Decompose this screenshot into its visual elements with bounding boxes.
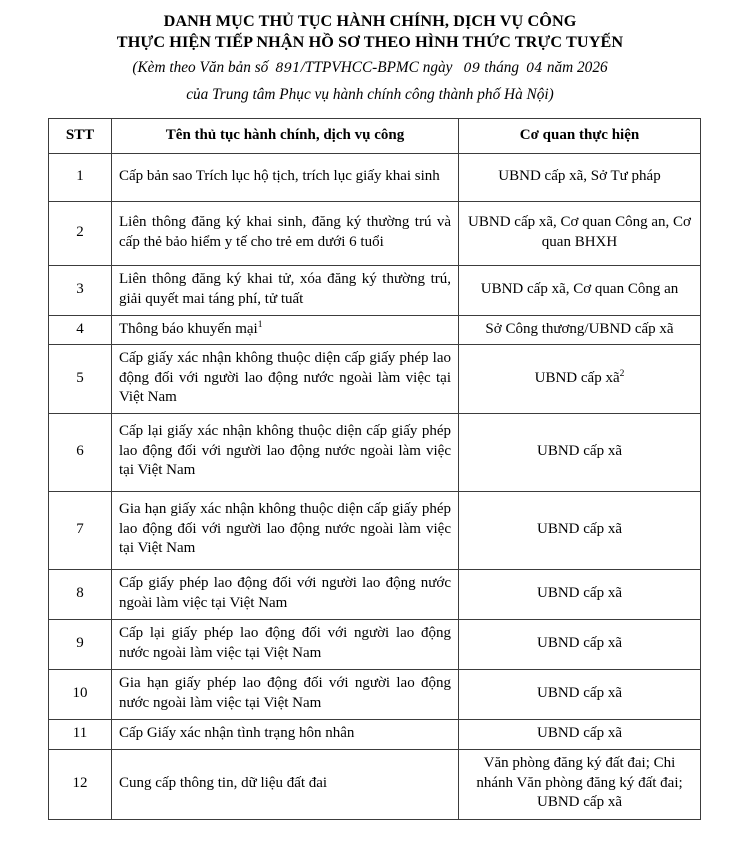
document-reference-line xyxy=(0,57,740,79)
reference-prefix: (Kèm theo Văn bản số xyxy=(132,59,269,76)
implementing-agency-cell: UBND cấp xã xyxy=(459,413,701,491)
table-row xyxy=(49,669,701,719)
month-label: tháng xyxy=(484,59,520,76)
row-index-cell: 11 xyxy=(49,719,112,749)
implementing-agency-cell: UBND cấp xã xyxy=(459,669,701,719)
table-row xyxy=(49,201,701,265)
procedure-name-cell: Cấp Giấy xác nhận tình trạng hôn nhân xyxy=(112,719,459,749)
row-index-cell: 6 xyxy=(49,413,112,491)
document-header xyxy=(0,0,740,105)
row-index-cell: 4 xyxy=(49,315,112,345)
table-row xyxy=(49,345,701,414)
procedure-name-cell: Cấp lại giấy xác nhận không thuộc diện cấp giấy phép lao động đối với người lao động nước ngoài làm việc tại Việt Nam xyxy=(112,413,459,491)
row-index-cell: 7 xyxy=(49,491,112,569)
table-row xyxy=(49,315,701,345)
implementing-agency-cell: UBND cấp xã, Cơ quan Công an xyxy=(459,265,701,315)
document-issuer-line: của Trung tâm Phục vụ hành chính công thành phố Hà Nội) xyxy=(186,86,554,103)
procedure-name-cell: Cấp giấy phép lao động đối với người lao động nước ngoài làm việc tại Việt Nam xyxy=(112,569,459,619)
column-header-stt: STT xyxy=(49,119,112,154)
column-header-procedure-name: Tên thủ tục hành chính, dịch vụ công xyxy=(112,119,459,154)
procedure-name-cell: Gia hạn giấy xác nhận không thuộc diện cấp giấy phép lao động đối với người lao động nước ngoài làm việc tại Việt Nam xyxy=(112,491,459,569)
row-index-cell: 1 xyxy=(49,153,112,201)
catalog-table-container xyxy=(0,118,740,820)
row-index-cell: 8 xyxy=(49,569,112,619)
table-row xyxy=(49,749,701,819)
procedure-name-cell: Cấp lại giấy phép lao động đối với người lao động nước ngoài làm việc tại Việt Nam xyxy=(112,619,459,669)
implementing-agency-cell: Sở Công thương/UBND cấp xã xyxy=(459,315,701,345)
procedure-name-cell: Cấp giấy xác nhận không thuộc diện cấp giấy phép lao động đối với người lao động nước ngoài làm việc tại Việt Nam xyxy=(112,345,459,414)
footnote-marker: 1 xyxy=(257,319,263,330)
document-title-line-1: DANH MỤC THỦ TỤC HÀNH CHÍNH, DỊCH VỤ CÔNG xyxy=(163,12,577,30)
table-row xyxy=(49,719,701,749)
catalog-table-body xyxy=(49,153,701,819)
issue-month: 04 xyxy=(526,61,544,76)
implementing-agency-cell: UBND cấp xã xyxy=(459,569,701,619)
procedure-name-cell: Cấp bản sao Trích lục hộ tịch, trích lục giấy khai sinh xyxy=(112,153,459,201)
issue-day: 09 xyxy=(463,61,481,76)
table-row xyxy=(49,153,701,201)
implementing-agency-cell: UBND cấp xã xyxy=(459,619,701,669)
document-code: /TTPVHCC-BPMC ngày xyxy=(300,59,453,76)
procedure-name-cell: Gia hạn giấy phép lao động đối với người lao động nước ngoài làm việc tại Việt Nam xyxy=(112,669,459,719)
procedure-name-cell: Cung cấp thông tin, dữ liệu đất đai xyxy=(112,749,459,819)
table-row xyxy=(49,491,701,569)
row-index-cell: 10 xyxy=(49,669,112,719)
row-index-cell: 3 xyxy=(49,265,112,315)
row-index-cell: 2 xyxy=(49,201,112,265)
implementing-agency-cell: UBND cấp $xã^2$ xyxy=(459,345,701,414)
table-row xyxy=(49,413,701,491)
row-index-cell: 9 xyxy=(49,619,112,669)
row-index-cell: 12 xyxy=(49,749,112,819)
row-index-cell: 5 xyxy=(49,345,112,414)
implementing-agency-cell: UBND cấp xã xyxy=(459,491,701,569)
table-row xyxy=(49,619,701,669)
catalog-table xyxy=(48,118,701,820)
table-row xyxy=(49,569,701,619)
table-row xyxy=(49,265,701,315)
implementing-agency-cell: UBND cấp xã, Cơ quan Công an, Cơ quan BHXH xyxy=(459,201,701,265)
table-header-row xyxy=(49,119,701,154)
implementing-agency-cell: UBND cấp xã xyxy=(459,719,701,749)
column-header-implementing-agency: Cơ quan thực hiện xyxy=(459,119,701,154)
footnote-marker: 2 xyxy=(619,368,625,379)
implementing-agency-cell: Văn phòng đăng ký đất đai; Chi nhánh Văn phòng đăng ký đất đai; UBND cấp xã xyxy=(459,749,701,819)
document-number: 891 xyxy=(275,61,301,76)
procedure-name-cell: Liên thông đăng ký khai tử, xóa đăng ký thường trú, giải quyết mai táng phí, tử tuất xyxy=(112,265,459,315)
implementing-agency-cell: UBND cấp xã, Sở Tư pháp xyxy=(459,153,701,201)
procedure-name-cell: Liên thông đăng ký khai sinh, đăng ký thường trú và cấp thẻ bảo hiểm y tế cho trẻ em dưới 6 tuổi xyxy=(112,201,459,265)
issue-year: năm 2026 xyxy=(546,59,608,76)
procedure-name-cell: Thông báo khuyến mại$^1$ xyxy=(112,315,459,345)
document-title-line-2: THỰC HIỆN TIẾP NHẬN HỒ SƠ THEO HÌNH THỨC TRỰC TUYẾN xyxy=(116,32,624,51)
